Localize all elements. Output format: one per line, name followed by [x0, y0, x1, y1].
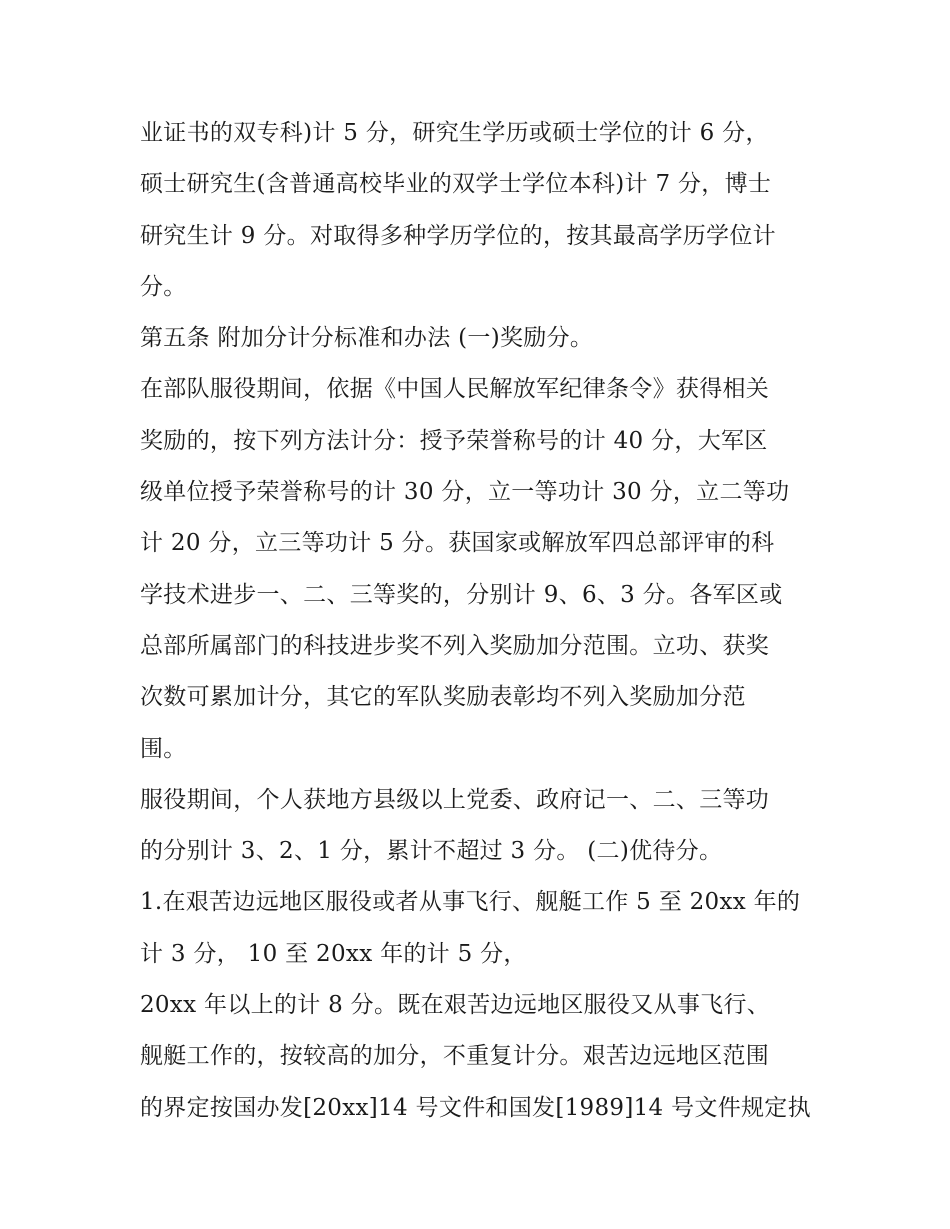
text-line: 研究生计 9 分。对取得多种学历学位的，按其最高学历学位计 — [140, 222, 776, 249]
text-line: 计 20 分，立三等功计 5 分。获国家或解放军四总部评审的科 — [140, 530, 775, 557]
text-line: 在部队服役期间，依据《中国人民解放军纪律条令》获得相关 — [140, 376, 770, 403]
section-heading: 第五条 附加分计分标准和办法 (一)奖励分。 — [140, 325, 594, 352]
text-line: 的分别计 3、2、1 分，累计不超过 3 分。 (二)优待分。 — [140, 838, 723, 865]
document-page — [140, 108, 820, 1134]
text-line: 1.在艰苦边远地区服役或者从事飞行、舰艇工作 5 至 20xx 年的 — [140, 889, 801, 916]
text-line: 舰艇工作的，按较高的加分，不重复计分。艰苦边远地区范围 — [140, 1043, 770, 1070]
text-line: 分。 — [140, 273, 187, 300]
text-line: 计 3 分， 10 至 20xx 年的计 5 分， — [140, 940, 527, 967]
text-line: 级单位授予荣誉称号的计 30 分，立一等功计 30 分，立二等功 — [140, 479, 790, 506]
text-line: 20xx 年以上的计 8 分。既在艰苦边远地区服役又从事飞行、 — [140, 992, 771, 1019]
text-line: 学技术进步一、二、三等奖的，分别计 9、6、3 分。各军区或 — [140, 581, 783, 608]
text-line: 围。 — [140, 735, 187, 762]
text-line: 总部所属部门的科技进步奖不列入奖励加分范围。立功、获奖 — [140, 632, 770, 659]
text-line: 的界定按国办发[20xx]14 号文件和国发[1989]14 号文件规定执 — [140, 1094, 811, 1121]
text-line: 服役期间，个人获地方县级以上党委、政府记一、二、三等功 — [140, 786, 770, 813]
text-line: 奖励的，按下列方法计分：授予荣誉称号的计 40 分，大军区 — [140, 427, 768, 454]
text-line: 硕士研究生(含普通高校毕业的双学士学位本科)计 7 分，博士 — [140, 171, 772, 198]
text-line: 次数可累加计分，其它的军队奖励表彰均不列入奖励加分范 — [140, 684, 746, 711]
text-line: 业证书的双专科)计 5 分，研究生学历或硕士学位的计 6 分， — [140, 120, 769, 146]
